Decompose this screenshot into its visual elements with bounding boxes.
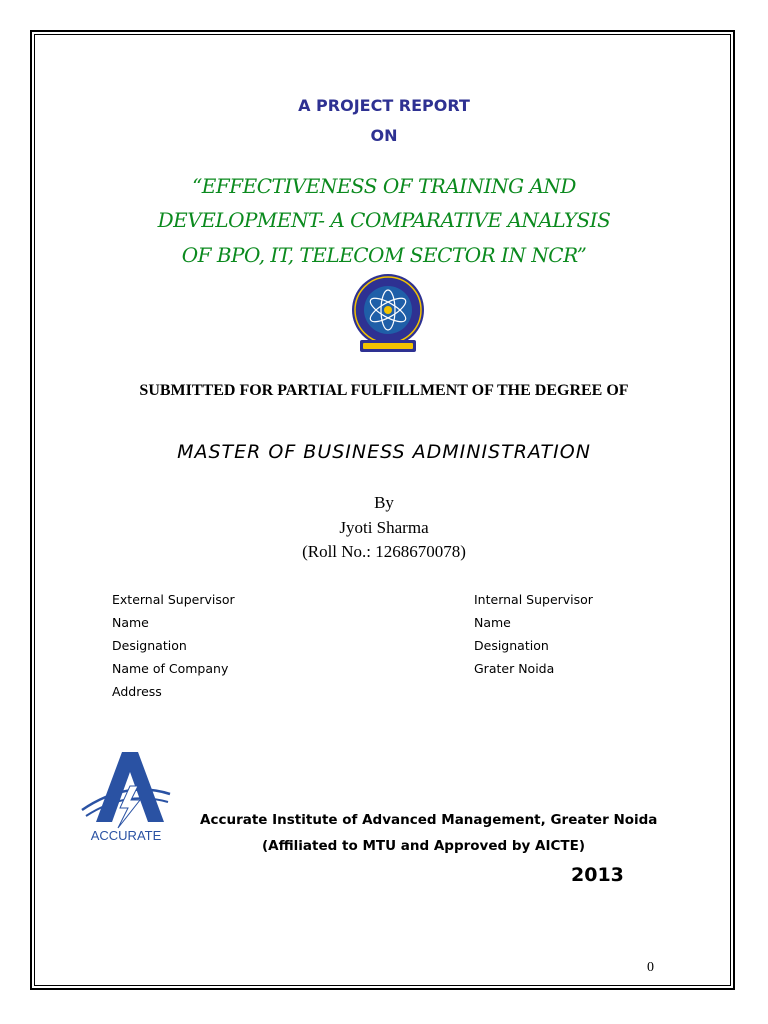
submission-statement: SUBMITTED FOR PARTIAL FULFILLMENT OF THE DEGREE OF [139, 382, 629, 399]
accurate-logo-text: ACCURATE [90, 828, 162, 843]
report-title-line-3: OF BPO, IT, TELECOM SECTOR IN NCR” [181, 243, 587, 267]
report-heading-on: ON [370, 126, 398, 145]
institute-name: Accurate Institute of Advanced Management, Greater Noida [200, 812, 658, 828]
external-supervisor-block [112, 588, 235, 703]
page-number: 0 [647, 960, 654, 975]
author-roll-number: (Roll No.: 1268670078) [302, 542, 466, 561]
external-supervisor-heading: External Supervisor [112, 592, 235, 607]
report-year: 2013 [571, 864, 624, 886]
accurate-logo-icon [78, 750, 174, 846]
internal-supervisor-designation: Designation [474, 638, 549, 653]
internal-supervisor-location: Grater Noida [474, 661, 555, 676]
report-title-line-1: “EFFECTIVENESS OF TRAINING AND [192, 174, 576, 198]
institute-affiliation: (Affiliated to MTU and Approved by AICTE) [262, 838, 585, 854]
internal-supervisor-heading: Internal Supervisor [474, 592, 593, 607]
university-emblem-icon [340, 272, 436, 358]
external-supervisor-company: Name of Company [112, 661, 229, 676]
report-title-line-2: DEVELOPMENT- A COMPARATIVE ANALYSIS [157, 208, 611, 232]
report-heading: A PROJECT REPORT [298, 96, 470, 115]
degree-name: MASTER OF BUSINESS ADMINISTRATION [177, 441, 591, 463]
external-supervisor-address: Address [112, 684, 162, 699]
internal-supervisor-name: Name [474, 615, 511, 630]
external-supervisor-name: Name [112, 615, 149, 630]
author-name: Jyoti Sharma [339, 518, 429, 537]
external-supervisor-designation: Designation [112, 638, 187, 653]
author-by: By [374, 493, 394, 512]
internal-supervisor-block [474, 588, 593, 680]
